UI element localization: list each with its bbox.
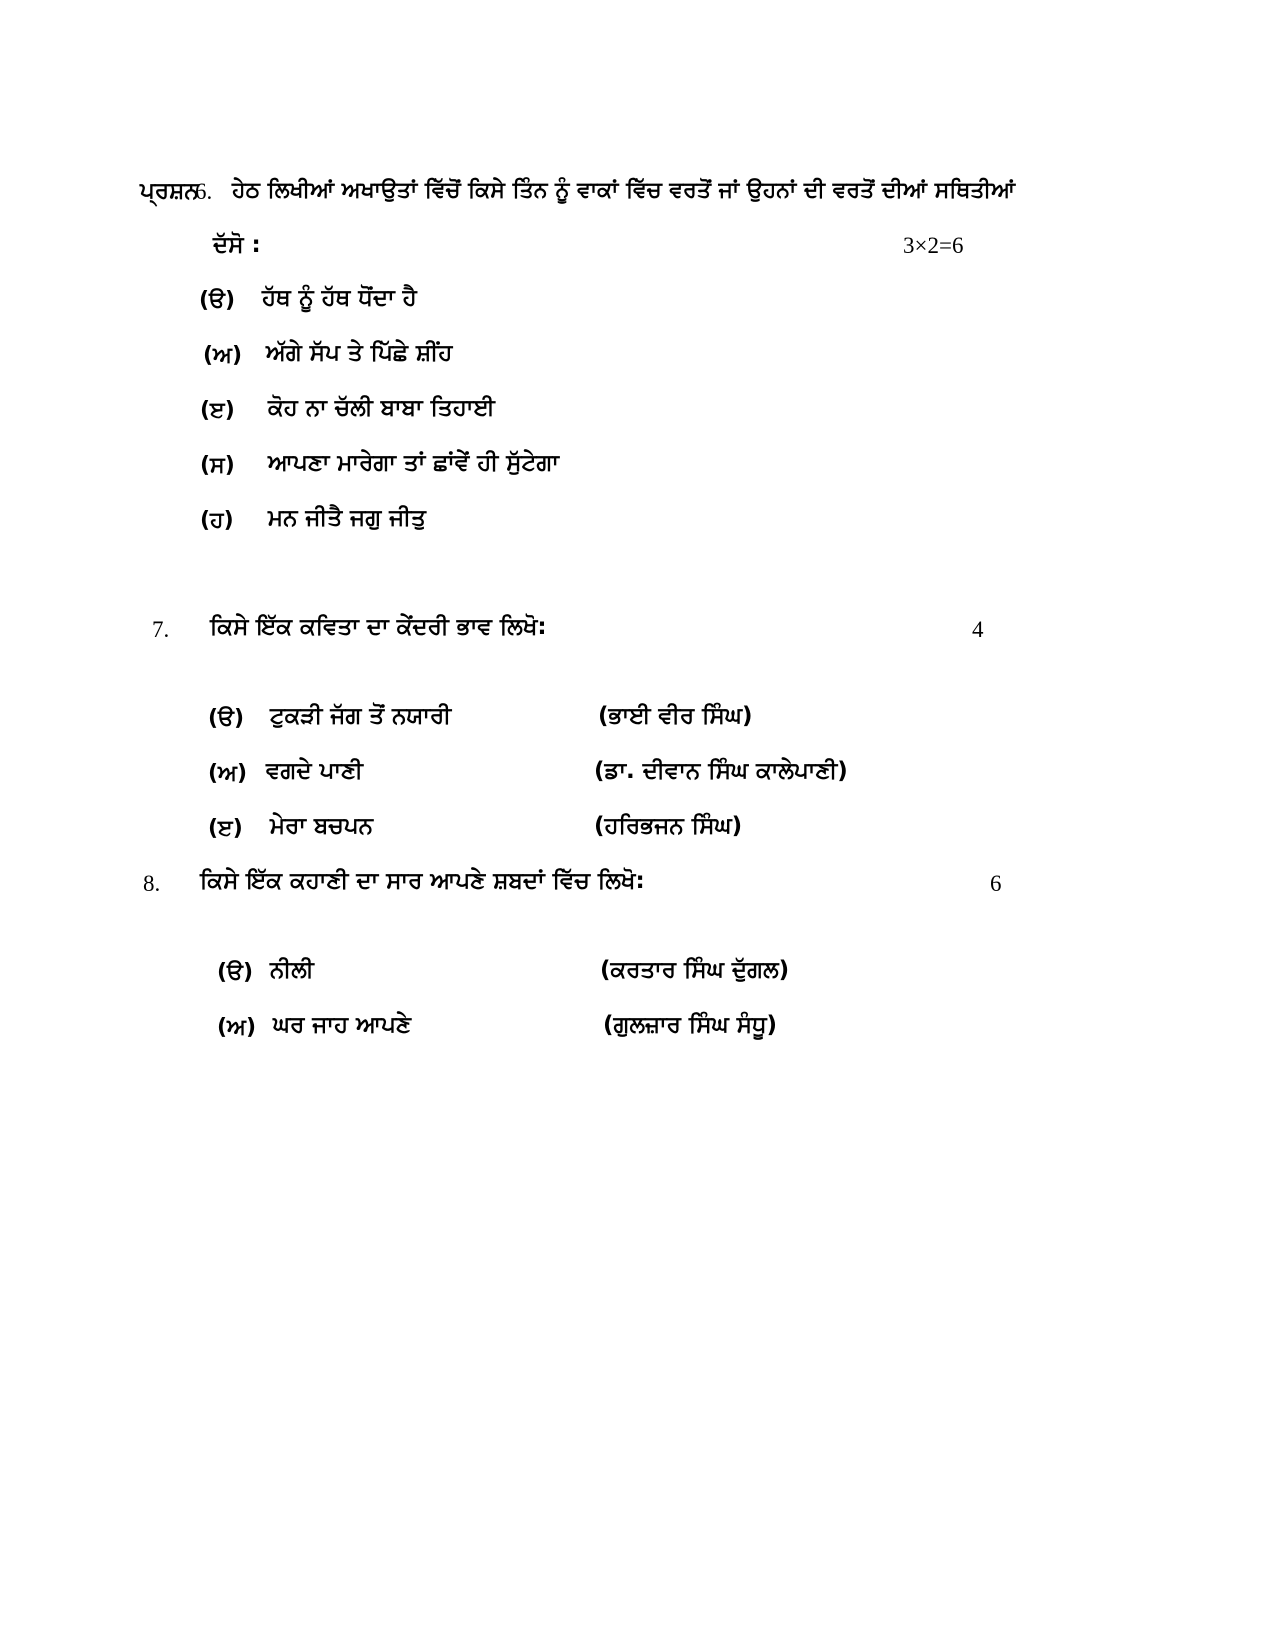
list-item-marker: (ੳ) <box>208 706 245 731</box>
list-item-marker: (ੲ) <box>200 398 235 423</box>
poem-title: ਟੁਕੜੀ ਜੱਗ ਤੋਂ ਨਯਾਰੀ <box>270 703 452 729</box>
question-number: 6. <box>195 179 213 204</box>
question-text-line2: ਦੱਸੋ : <box>213 232 261 258</box>
story-author: (ਕਰਤਾਰ ਸਿੰਘ ਦੁੱਗਲ) <box>600 957 790 983</box>
list-item-marker: (ਅ) <box>203 343 243 368</box>
question-text: ਕਿਸੇ ਇੱਕ ਕਹਾਣੀ ਦਾ ਸਾਰ ਆਪਣੇ ਸ਼ਬਦਾਂ ਵਿੱਚ ਲਿਖੋ: <box>200 868 645 894</box>
list-item-text: ਕੋਹ ਨਾ ਚੱਲੀ ਬਾਬਾ ਤਿਹਾਈ <box>268 395 495 421</box>
list-item-marker: (ੳ) <box>199 288 236 313</box>
list-item-marker: (ਸ) <box>200 453 235 478</box>
question-marks: 6 <box>990 871 1002 896</box>
poem-title: ਮੇਰਾ ਬਚਪਨ <box>270 813 374 839</box>
poem-author: (ਹਰਿਭਜਨ ਸਿੰਘ) <box>594 813 743 839</box>
story-title: ਘਰ ਜਾਹ ਆਪਣੇ <box>273 1012 411 1038</box>
list-item-marker: (ਅ) <box>208 761 248 786</box>
poem-title: ਵਗਦੇ ਪਾਣੀ <box>266 758 363 784</box>
story-title: ਨੀਲੀ <box>270 957 314 983</box>
question-label: ਪ੍ਰਸ਼ਨ <box>140 178 199 204</box>
list-item-marker: (ੳ) <box>217 960 254 985</box>
list-item-text: ਅੱਗੇ ਸੱਪ ਤੇ ਪਿੱਛੇ ਸ਼ੀਂਹ <box>266 340 453 366</box>
question-marks: 4 <box>972 617 984 642</box>
question-number: 7. <box>152 617 170 642</box>
question-text: ਕਿਸੇ ਇੱਕ ਕਵਿਤਾ ਦਾ ਕੇਂਦਰੀ ਭਾਵ ਲਿਖੋ: <box>210 614 547 640</box>
poem-author: (ਭਾਈ ਵੀਰ ਸਿੰਘ) <box>598 703 753 729</box>
question-text-line1: ਹੇਠ ਲਿਖੀਆਂ ਅਖਾਉਤਾਂ ਵਿੱਚੋਂ ਕਿਸੇ ਤਿੰਨ ਨੂੰ ਵਾਕਾਂ ਵਿੱਚ ਵਰਤੋਂ ਜਾਂ ਉਹਨਾਂ ਦੀ ਵਰਤੋਂ ਦੀਆਂ ਸਥਿਤੀਆਂ <box>232 178 1016 203</box>
list-item-text: ਆਪਣਾ ਮਾਰੇਗਾ ਤਾਂ ਛਾਂਵੇਂ ਹੀ ਸੁੱਟੇਗਾ <box>268 450 559 476</box>
list-item-text: ਹੱਥ ਨੂੰ ਹੱਥ ਧੋਂਦਾ ਹੈ <box>262 285 417 311</box>
list-item-marker: (ੲ) <box>208 816 243 841</box>
poem-author: (ਡਾ. ਦੀਵਾਨ ਸਿੰਘ ਕਾਲੇਪਾਣੀ) <box>594 758 848 784</box>
story-author: (ਗੁਲਜ਼ਾਰ ਸਿੰਘ ਸੰਧੂ) <box>603 1012 778 1038</box>
list-item-marker: (ਅ) <box>217 1015 257 1040</box>
list-item-text: ਮਨ ਜੀਤੈ ਜਗੁ ਜੀਤੁ <box>268 505 426 531</box>
list-item-marker: (ਹ) <box>200 508 234 533</box>
question-number: 8. <box>143 871 161 896</box>
question-marks: 3×2=6 <box>903 233 964 258</box>
